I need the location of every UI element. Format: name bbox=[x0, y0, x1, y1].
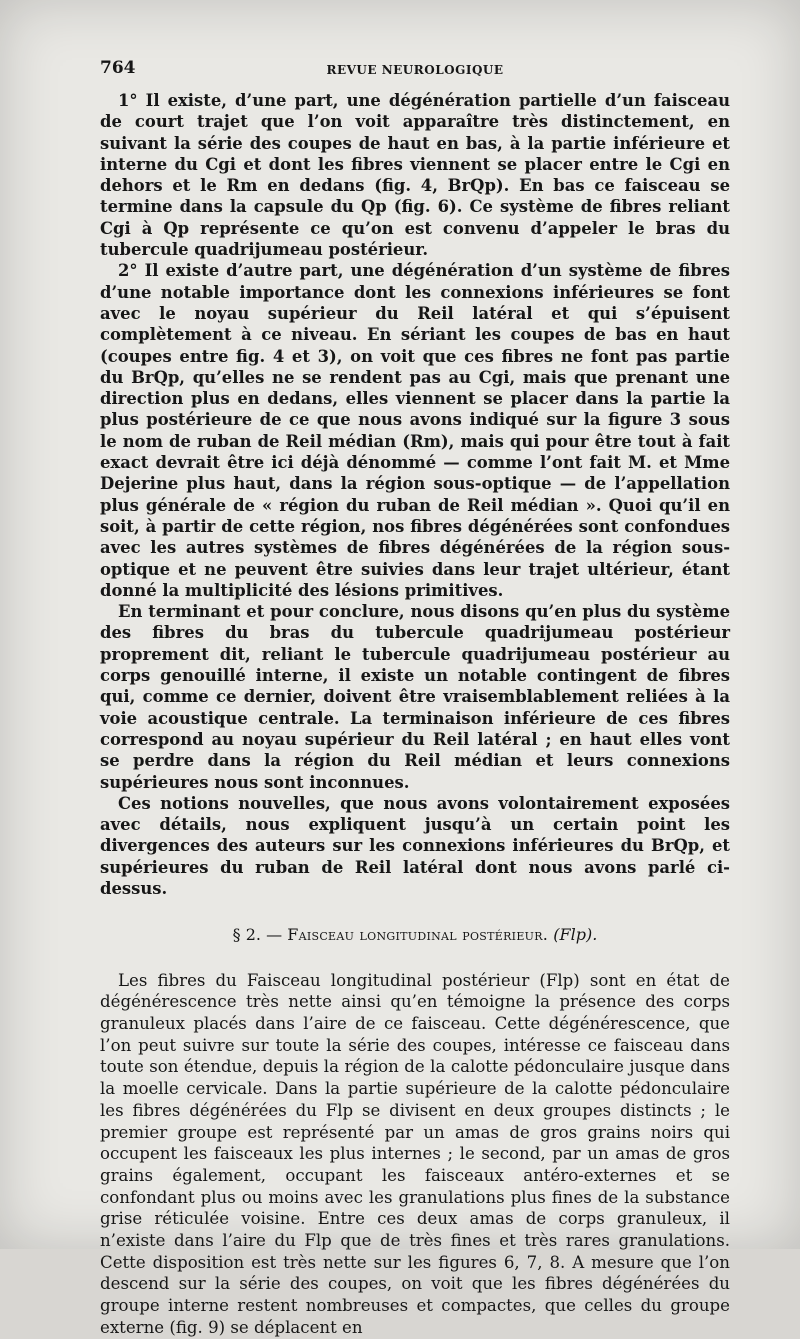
journal-title: REVUE NEUROLOGIQUE bbox=[326, 63, 504, 77]
section-1-body bbox=[100, 90, 730, 899]
document-page bbox=[100, 58, 730, 1339]
section-2-abbr: (Flp). bbox=[553, 925, 598, 945]
section-2-heading bbox=[100, 924, 730, 945]
running-head bbox=[100, 58, 730, 80]
section-2-body bbox=[100, 970, 730, 1339]
paragraph-4: Ces notions nouvelles, que nous avons volontairement exposées avec détails, nous expliquent jusqu’à un certain point les divergences des auteurs sur les connexions inférieures du BrQp, et supérieures du ruban de Reil latéral dont nous avons parlé ci-dessus. bbox=[100, 793, 730, 898]
section-2-number: § 2. — bbox=[232, 925, 283, 945]
paragraph-3: En terminant et pour conclure, nous disons qu’en plus du système des fibres du bras du tubercule quadrijumeau postérieur proprement dit, reliant le tubercule quadrijumeau postérieur au corps genouillé interne, il existe un notable contingent de fibres qui, comme ce dernier, doivent être vraisemblablement reliées à la voie acoustique centrale. La terminaison inférieure de ces fibres correspond au noyau supérieur du Reil latéral ; en haut elles vont se perdre dans la région du Reil médian et leurs connexions supérieures nous sont inconnues. bbox=[100, 602, 730, 792]
paragraph-2: 2° Il existe d’autre part, une dégénération d’un système de fibres d’une notable importance dont les connexions inférieures se font avec le noyau supérieur du Reil latéral et qui s’épuisent complètement à ce niveau. En sériant les coupes de bas en haut (coupes entre fig. 4 et 3), on voit que ces fibres ne font pas partie du BrQp, qu’elles ne se rendent pas au Cgi, mais que prenant une direction plus en dedans, elles viennent se placer dans la partie la plus postérieure de ce que nous avons indiqué sur la figure 3 sous le nom de ruban de Reil médian (Rm), mais qui pour être tout à fait exact devrait être ici déjà dénommé — comme l’ont fait M. et Mme Dejerine plus haut, dans la région sous-optique — de l’appellation plus générale de « région du ruban de Reil médian ». Quoi qu’il en soit, à partir de cette région, nos fibres dégénérées sont confondues avec les autres systèmes de fibres dégénérées de la région sous-optique et ne peuvent être suivies dans leur trajet ultérieur, étant donné la multiplicité des lésions primitives. bbox=[100, 261, 730, 600]
paragraph-1: 1° Il existe, d’une part, une dégénération partielle d’un faisceau de court trajet que l’on voit apparaître très distinctement, en suivant la série des coupes de haut en bas, à la partie inférieure et interne du Cgi et dont les fibres viennent se placer entre le Cgi en dehors et le Rm en dedans (fig. 4, BrQp). En bas ce faisceau se termine dans la capsule du Qp (fig. 6). Ce système de fibres reliant Cgi à Qp représente ce qu’on est convenu d’appeler le bras du tubercule quadrijumeau postérieur. bbox=[100, 91, 730, 260]
paragraph-5: Les fibres du Faisceau longitudinal postérieur (Flp) sont en état de dégénérescence très nette ainsi qu’en témoigne la présence des corps granuleux placés dans l’aire de ce faisceau. Cette dégénérescence, que l’on peut suivre sur toute la série des coupes, intéresse ce faisceau dans toute son étendue, depuis la région de la calotte pédonculaire jusque dans la moelle cervicale. Dans la partie supérieure de la calotte pédonculaire les fibres dégénérées du Flp se divisent en deux groupes distincts ; le premier groupe est représenté par un amas de gros grains noirs qui occupent les faisceaux les plus internes ; le second, par un amas de gros grains également, occupant les faisceaux antéro-externes et se confondant plus ou moins avec les granulations plus fines de la substance grise réticulée voisine. Entre ces deux amas de corps granuleux, il n’existe dans l’aire du Flp que de très fines et très rares granulations. Cette disposition est très nette sur les figures 6, 7, 8. A mesure que l’on descend sur la série des coupes, on voit que les fibres dégénérées du groupe interne restent nombreuses et compactes, que celles du groupe externe (fig. 9) se déplacent en bbox=[100, 970, 730, 1337]
section-2-title: Faisceau longitudinal postérieur. bbox=[287, 925, 549, 945]
page-number: 764 bbox=[100, 58, 136, 78]
